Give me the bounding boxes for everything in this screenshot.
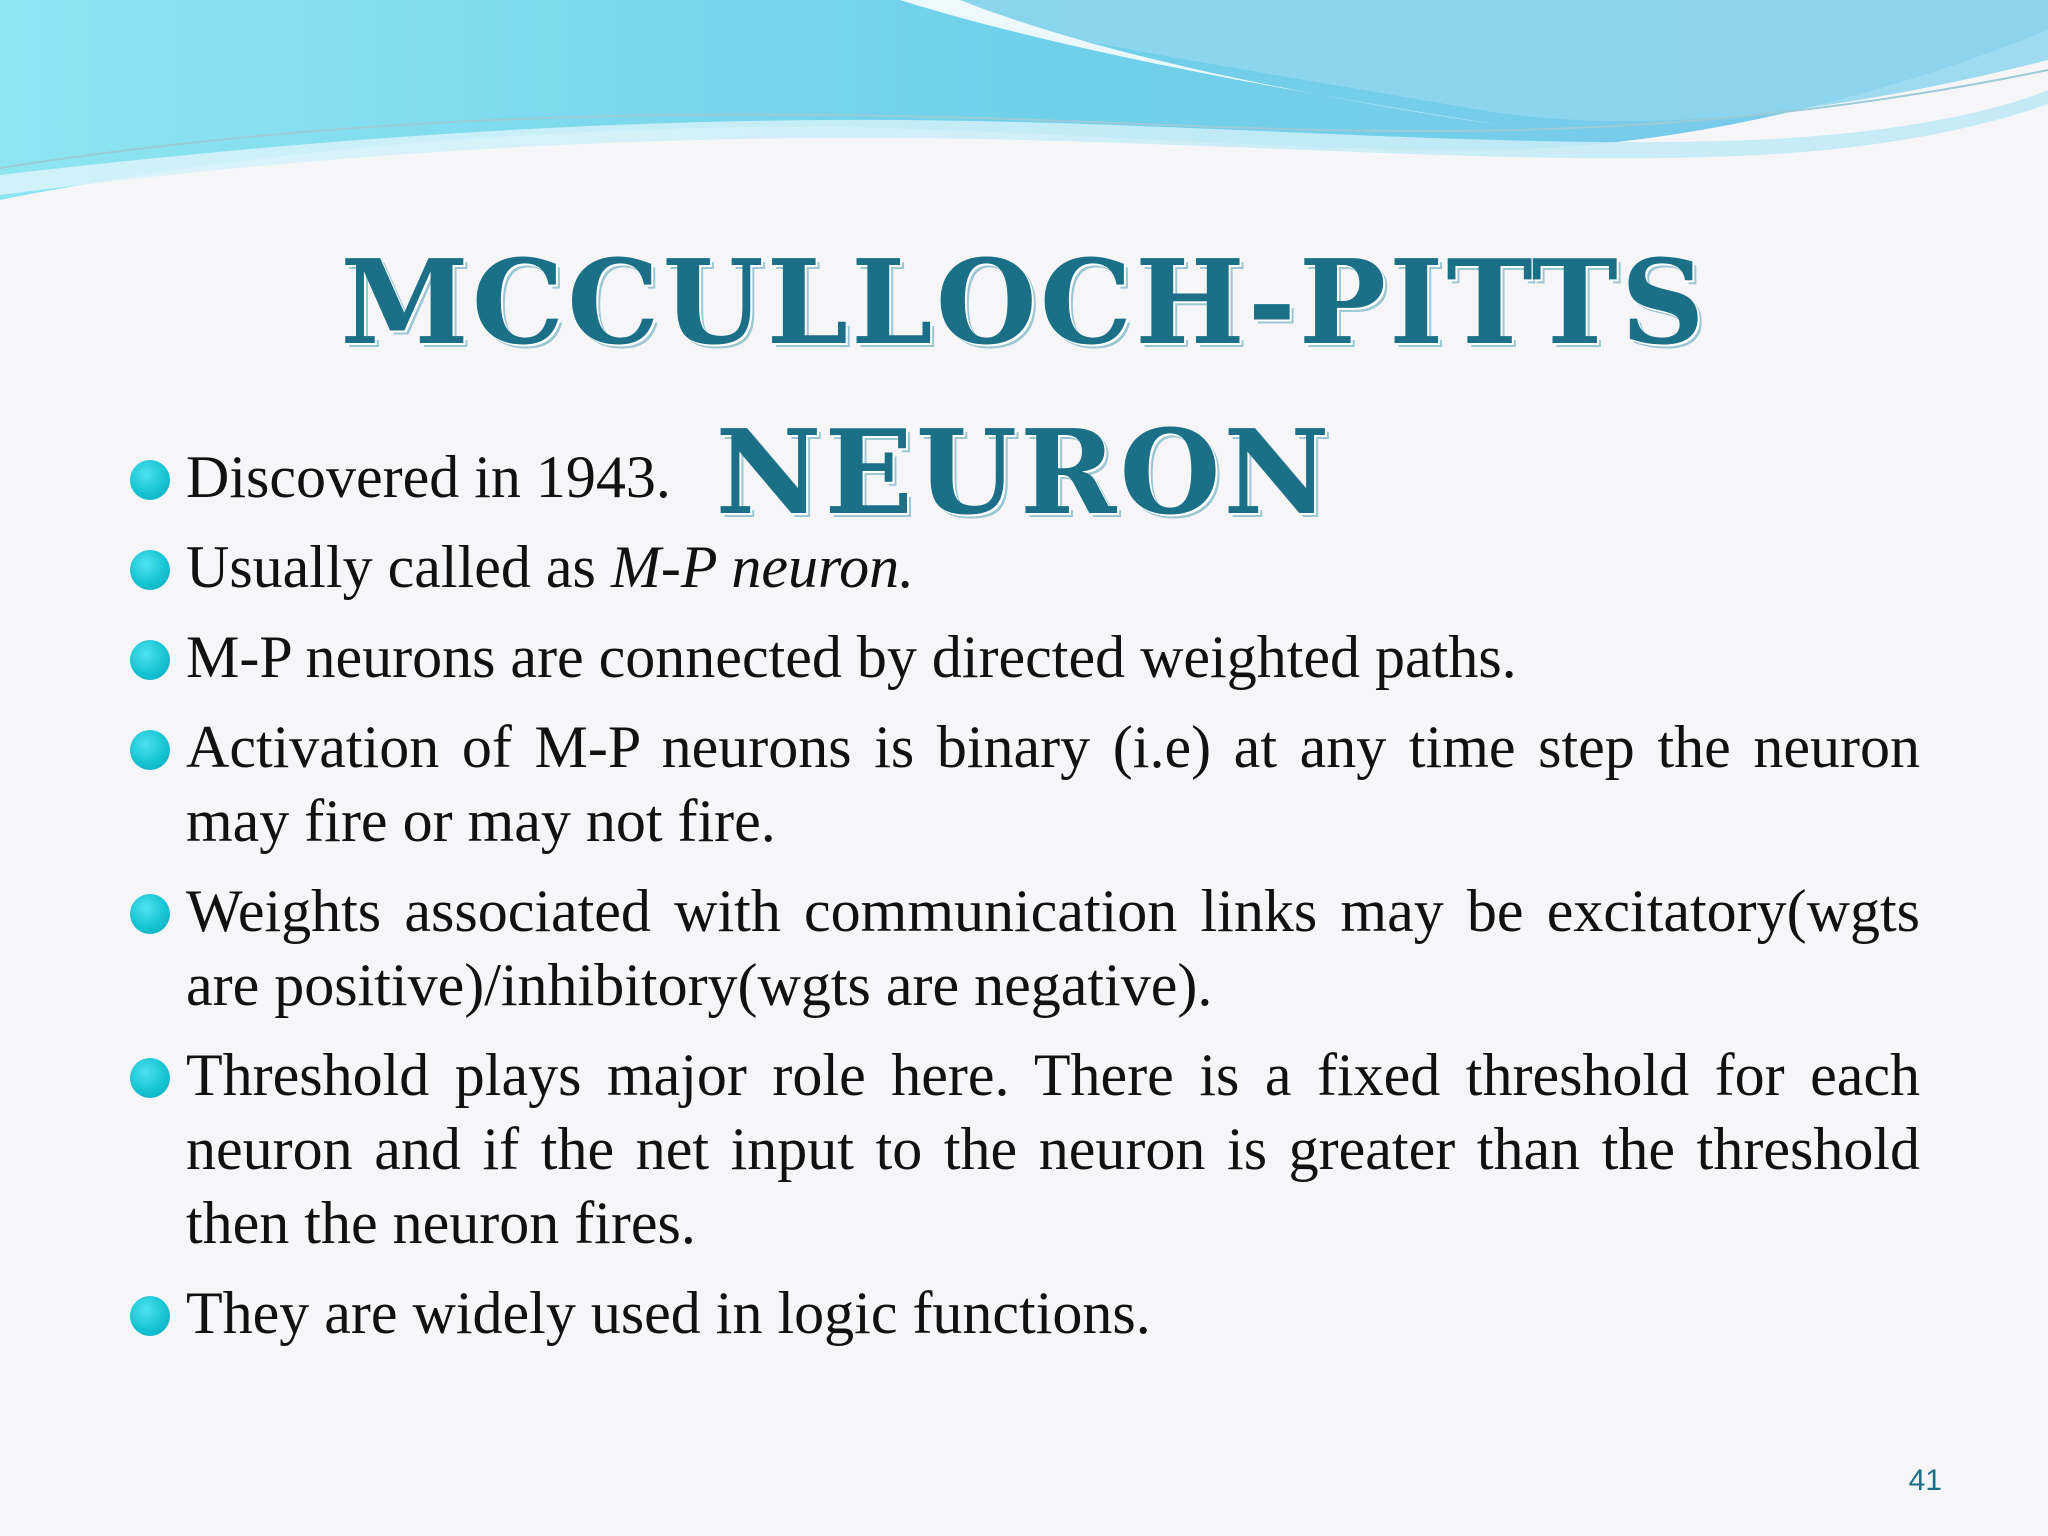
bullet-item [130,874,1920,1022]
wave-banner [0,0,2048,240]
bullet-dot-icon [130,460,170,500]
bullet-item [130,710,1920,858]
bullet-emphasis: M-P neuron. [610,534,915,600]
bullet-dot-icon [130,1296,170,1336]
bullet-dot-icon [130,894,170,934]
bullet-item [130,530,1920,604]
bullet-dot-icon [130,550,170,590]
bullet-text: Activation of M-P neurons is binary (i.e) at any time step the neuron may fire or may not fire. [186,714,1920,854]
bullet-text: M-P neurons are connected by directed weighted paths. [186,624,1517,690]
bullet-item [130,1038,1920,1260]
bullet-text: They are widely used in logic functions. [186,1280,1151,1346]
bullet-text: Discovered in 1943. [186,444,671,510]
slide-title: MCCULLOCH-PITTS NEURON [340,235,1708,541]
bullet-text: Weights associated with communication links may be excitatory(wgts are positive)/inhibitory(wgts are negative). [186,878,1920,1018]
bullet-item [130,440,1920,514]
bullet-item [130,620,1920,694]
bullet-text: Usually called as [186,534,611,600]
bullet-text: Threshold plays major role here. There is a fixed threshold for each neuron and if the net input to the neuron is greater than the threshold then the neuron fires. [186,1042,1920,1256]
bullet-list [130,440,1920,1366]
bullet-dot-icon [130,640,170,680]
bullet-dot-icon [130,1058,170,1098]
page-number: 41 [1908,1464,1942,1497]
bullet-dot-icon [130,730,170,770]
bullet-item [130,1276,1920,1350]
